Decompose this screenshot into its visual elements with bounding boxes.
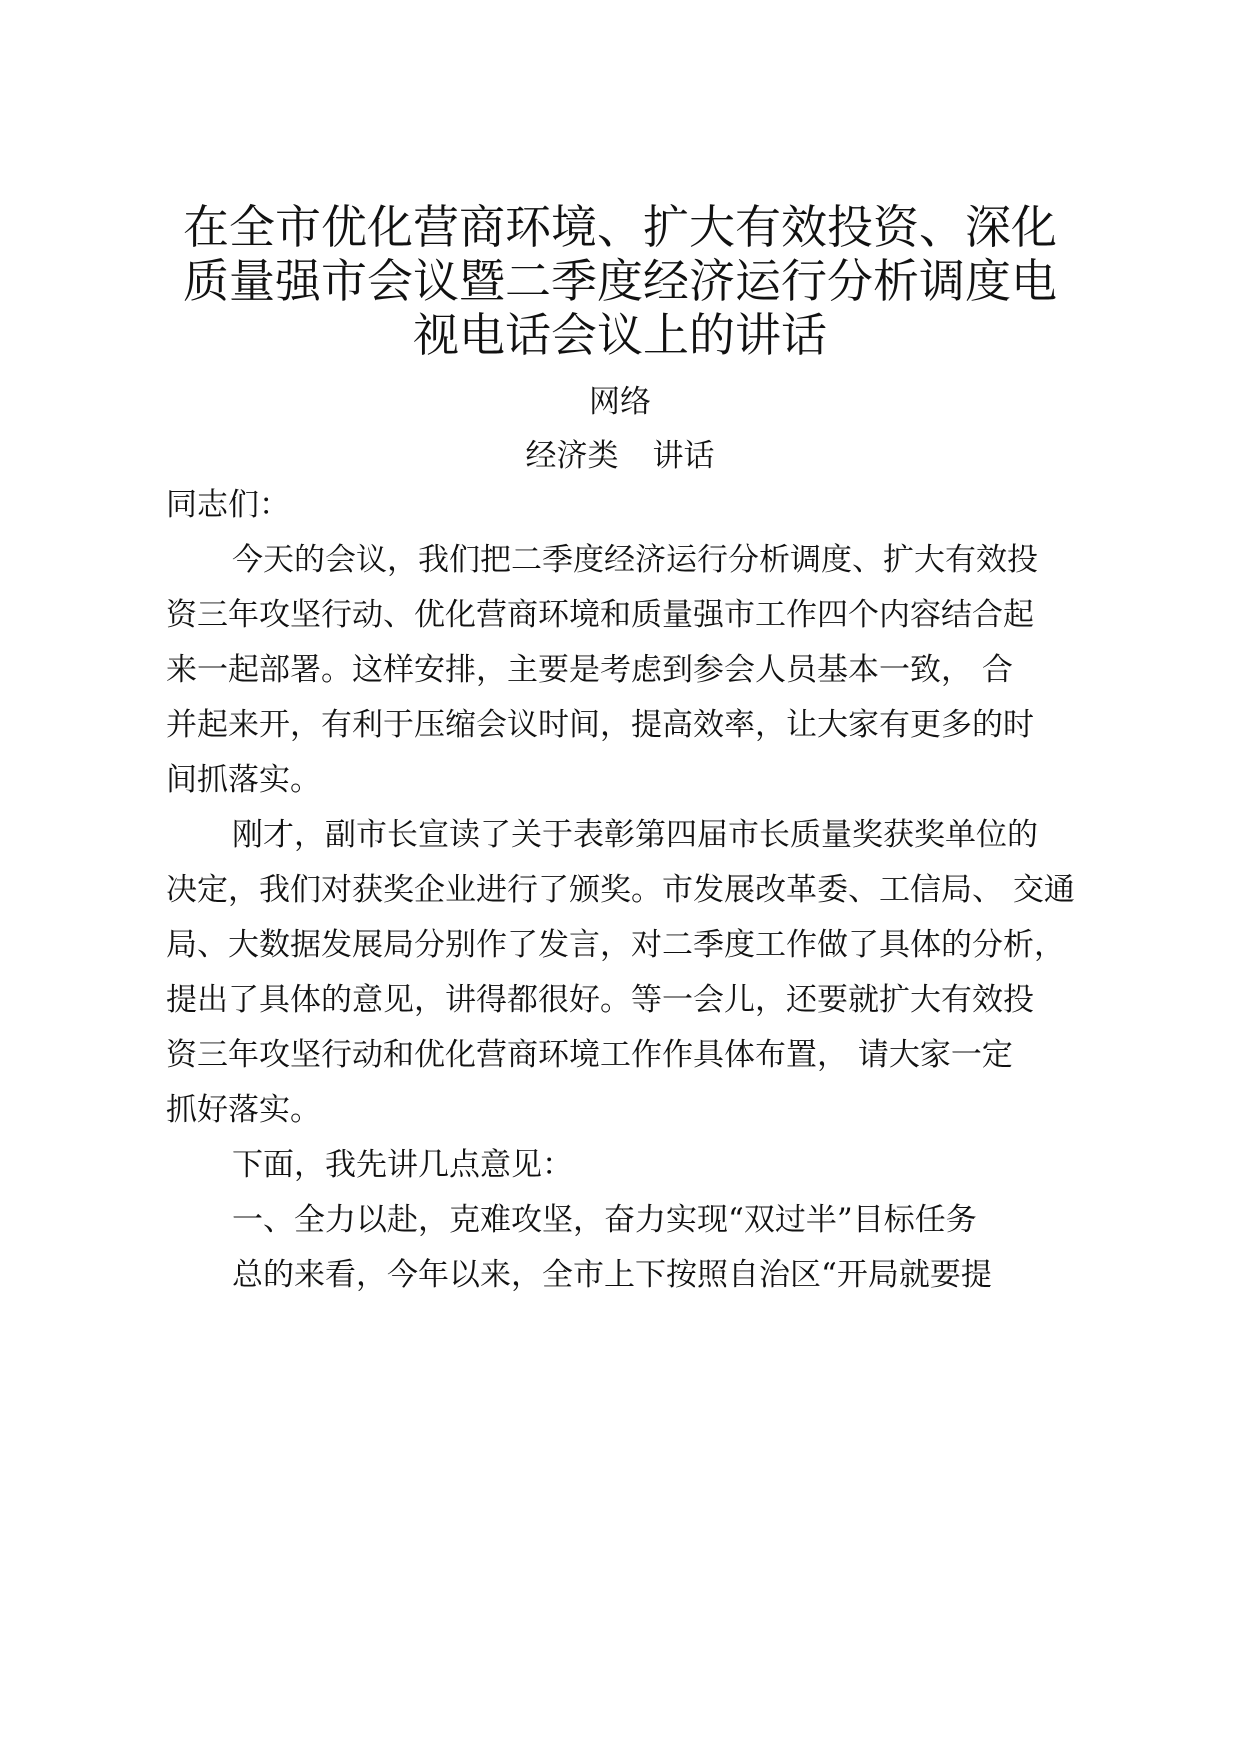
- paragraph-2: [166, 808, 1096, 1138]
- title-line-3: 视电话会议上的讲话: [413, 308, 827, 362]
- title-line-2: 质量强市会议暨二季度经济运行分析调度电: [183, 254, 1057, 308]
- document-title: [130, 200, 1110, 362]
- paragraph-line: 间抓落实。: [166, 762, 321, 798]
- paragraph-line: 抓好落实。: [166, 1092, 321, 1128]
- section-heading-line: 一、全力以赴，克难攻坚，奋力实现“双过半”目标任务: [232, 1202, 977, 1238]
- paragraph-line: 总的来看，今年以来，全市上下按照自治区“开局就要提: [232, 1257, 992, 1293]
- paragraph-line: 今天的会议，我们把二季度经济运行分析调度、扩大有效投: [232, 542, 1038, 578]
- section-heading-1: [166, 1193, 1096, 1248]
- salutation: 同志们：: [166, 487, 290, 523]
- paragraph-line: 并起来开，有利于压缩会议时间，提高效率，让大家有更多的时: [166, 707, 1034, 743]
- paragraph-line: 来一起部署。这样安排，主要是考虑到参会人员基本一致， 合: [166, 652, 1013, 688]
- paragraph-1: [166, 533, 1096, 808]
- paragraph-4: [166, 1248, 1096, 1303]
- paragraph-line: 下面，我先讲几点意见：: [232, 1147, 573, 1183]
- title-line-1: 在全市优化营商环境、扩大有效投资、深化: [183, 200, 1057, 254]
- document-category-row: [0, 436, 1240, 476]
- paragraph-line: 资三年攻坚行动、优化营商环境和质量强市工作四个内容结合起: [166, 597, 1034, 633]
- document-source: 网络: [589, 384, 651, 420]
- paragraph-line: 决定，我们对获奖企业进行了颁奖。市发展改革委、工信局、 交通: [166, 872, 1075, 908]
- document-body: [166, 478, 1096, 1303]
- paragraph-line: 刚才，副市长宣读了关于表彰第四届市长质量奖获奖单位的: [232, 817, 1038, 853]
- paragraph-line: 资三年攻坚行动和优化营商环境工作作具体布置， 请大家一定: [166, 1037, 1013, 1073]
- paragraph-3: [166, 1138, 1096, 1193]
- document-tag: 讲话: [652, 438, 715, 474]
- document-category: 经济类: [525, 438, 619, 474]
- paragraph-line: 局、大数据发展局分别作了发言，对二季度工作做了具体的分析，: [166, 927, 1065, 963]
- paragraph-line: 提出了具体的意见，讲得都很好。等一会儿，还要就扩大有效投: [166, 982, 1034, 1018]
